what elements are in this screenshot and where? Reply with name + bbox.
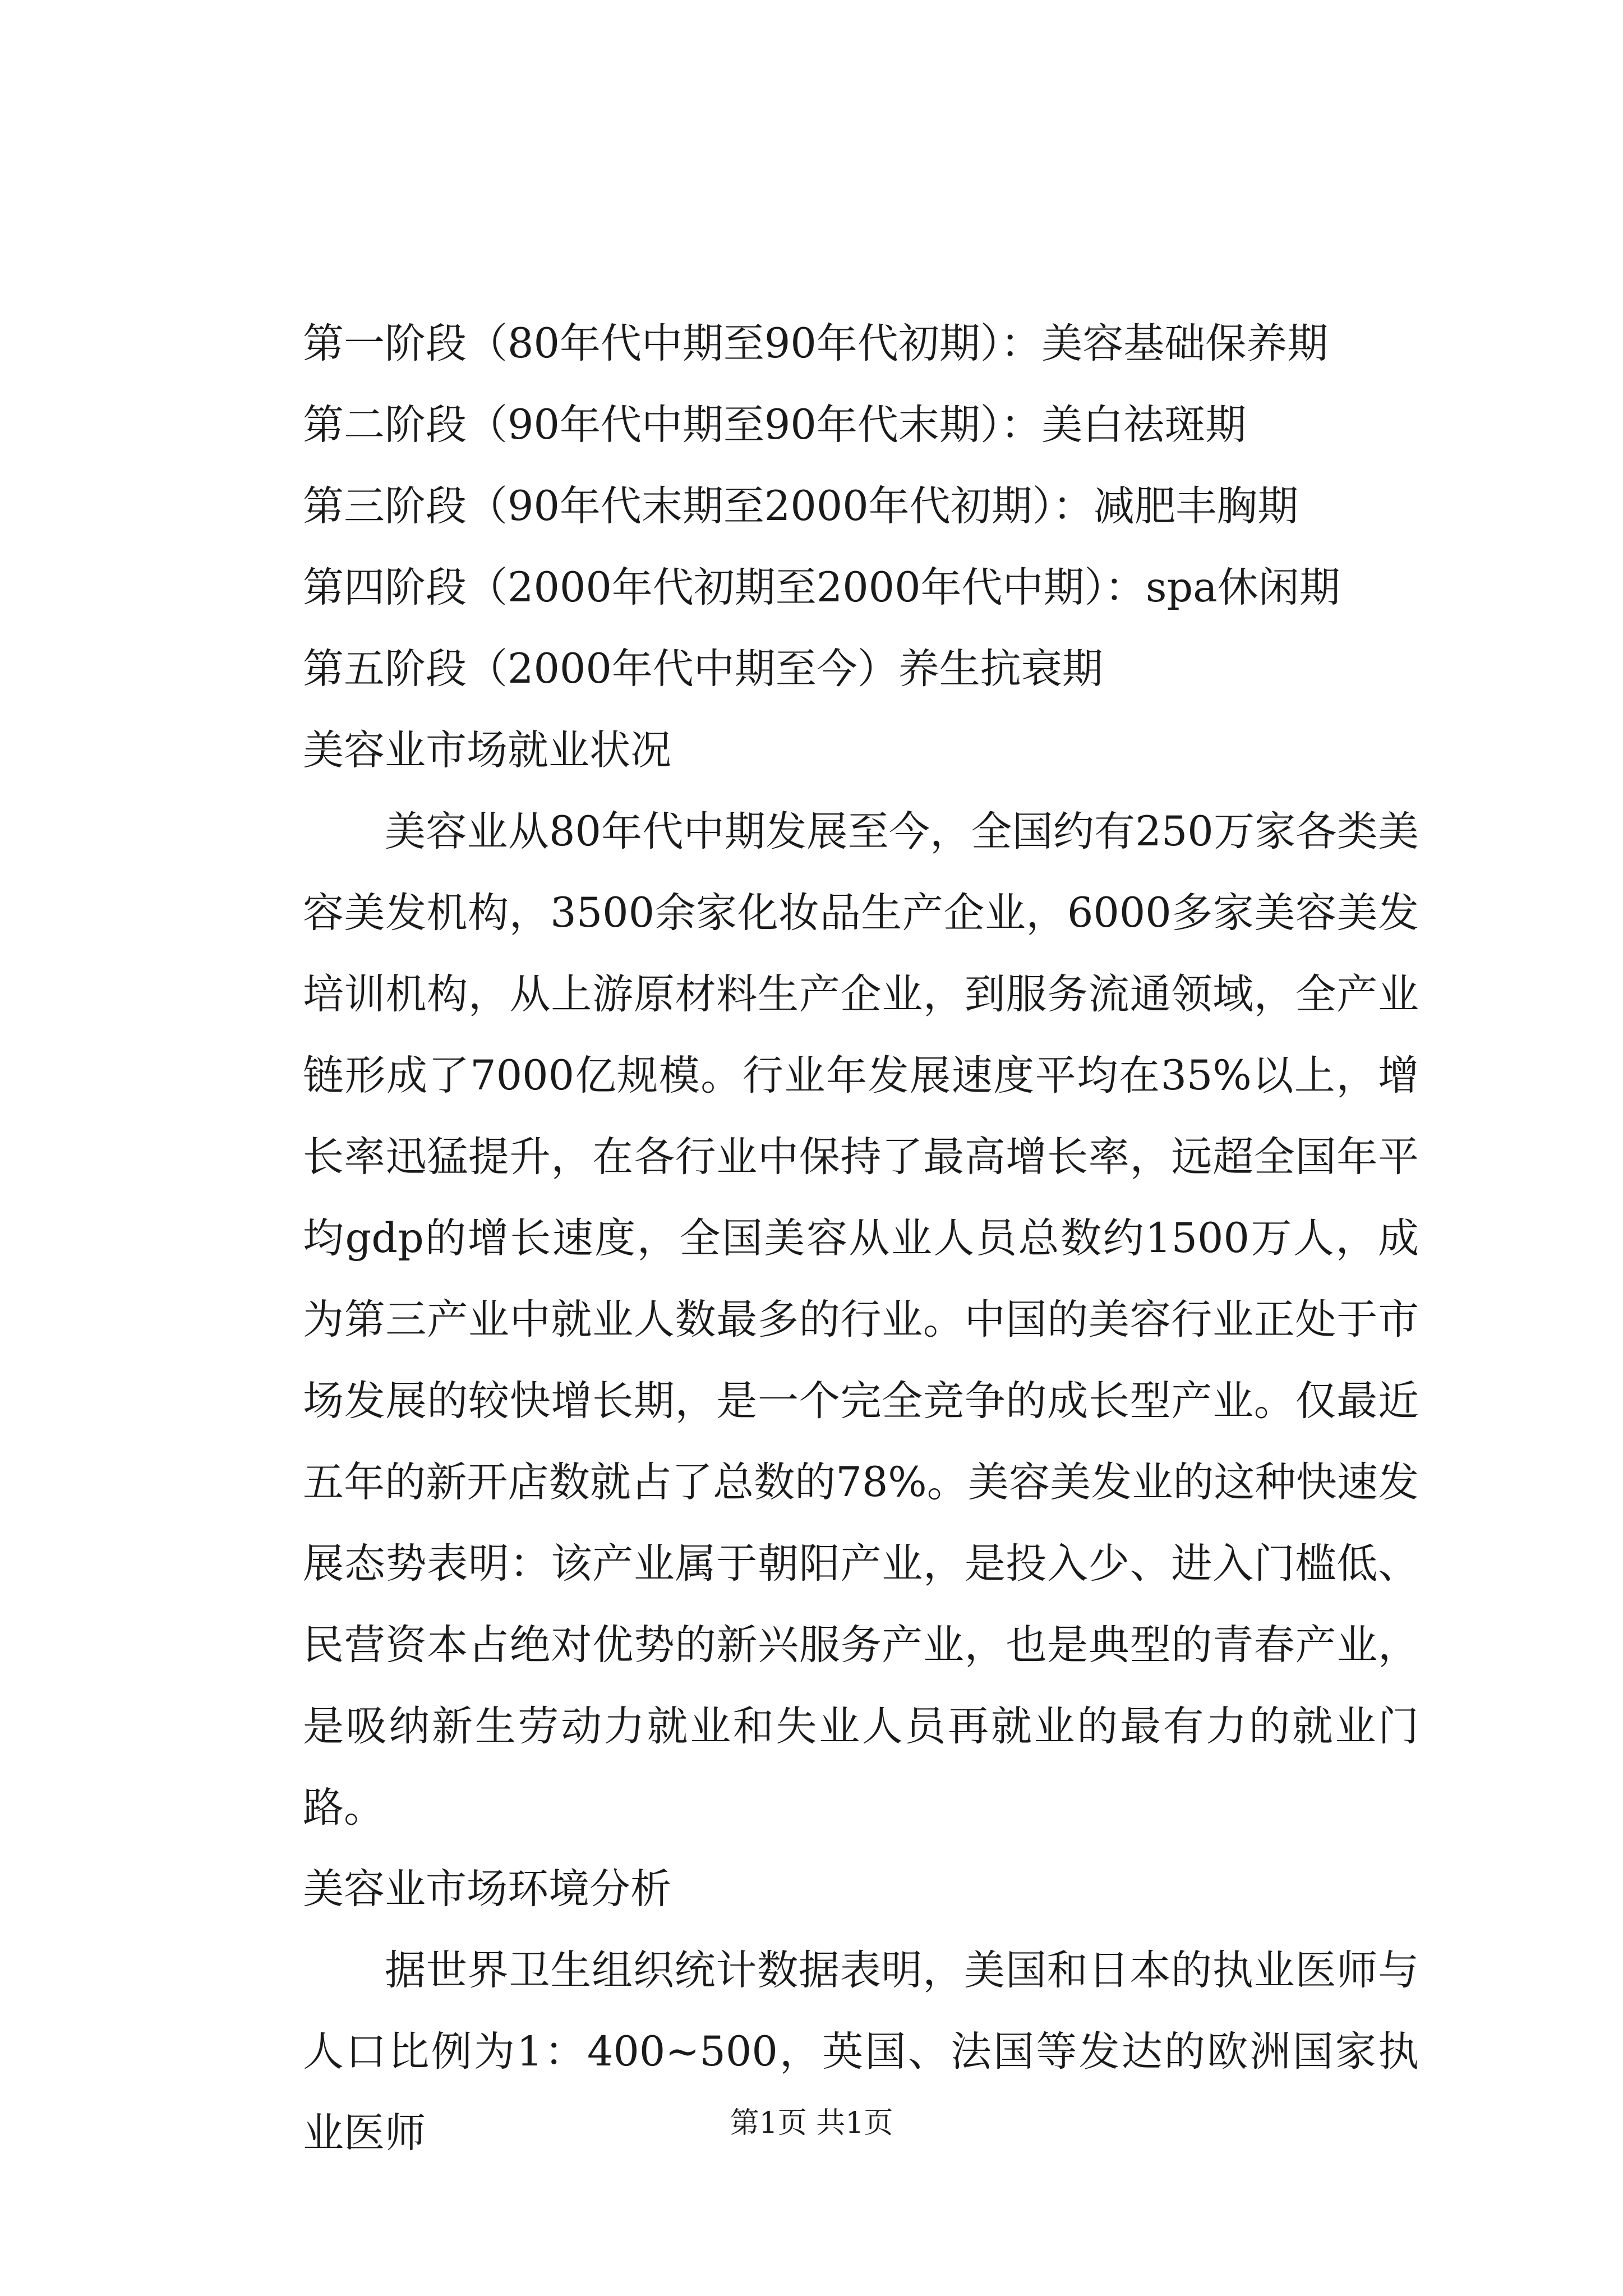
stage-line-1: 第一阶段（80年代中期至90年代初期）：美容基础保养期 <box>303 320 1329 367</box>
section-environment-paragraph: 据世界卫生组织统计数据表明，美国和日本的执业医师与人口比例为1：400~500，英国、法国等发达的欧洲国家执业医师 <box>303 1947 1419 2157</box>
section-heading-environment: 美容业市场环境分析 <box>303 1865 671 1913</box>
stage-line-3: 第三阶段（90年代末期至2000年代初期）：减肥丰胸期 <box>303 482 1299 530</box>
stage-line-4: 第四阶段（2000年代初期至2000年代中期）：spa休闲期 <box>303 564 1340 611</box>
section-employment-paragraph: 美容业从80年代中期发展至今，全国约有250万家各类美容美发机构，3500余家化妆品生产企业，6000多家美容美发培训机构，从上游原材料生产企业，到服务流通领域，全产业链形成了7000亿规模。行业年发展速度平均在35%以上，增长率迅猛提升，在各行业中保持了最高增长率，远超全国年平均gdp的增长速度，全国美容从业人员总数约1500万人，成为第三产业中就业人数最多的行业。中国的美容行业正处于市场发展的较快增长期，是一个完全竞争的成长型产业。仅最近五年的新开店数就占了总数的78%。美容美发业的这种快速发展态势表明：该产业属于朝阳产业，是投入少、进入门槛低、民营资本占绝对优势的新兴服务产业，也是典型的青春产业，是吸纳新生劳动力就业和失业人员再就业的最有力的就业门路。 <box>303 808 1419 1832</box>
document-body <box>303 303 1419 2174</box>
stage-line-2: 第二阶段（90年代中期至90年代末期）：美白祛斑期 <box>303 401 1247 449</box>
page-footer: 第1页 共1页 <box>730 2106 893 2140</box>
section-employment-wrapper <box>221 791 1419 1848</box>
section-heading-employment: 美容业市场就业状况 <box>303 726 671 774</box>
stage-line-5: 第五阶段（2000年代中期至今）养生抗衰期 <box>303 645 1103 693</box>
